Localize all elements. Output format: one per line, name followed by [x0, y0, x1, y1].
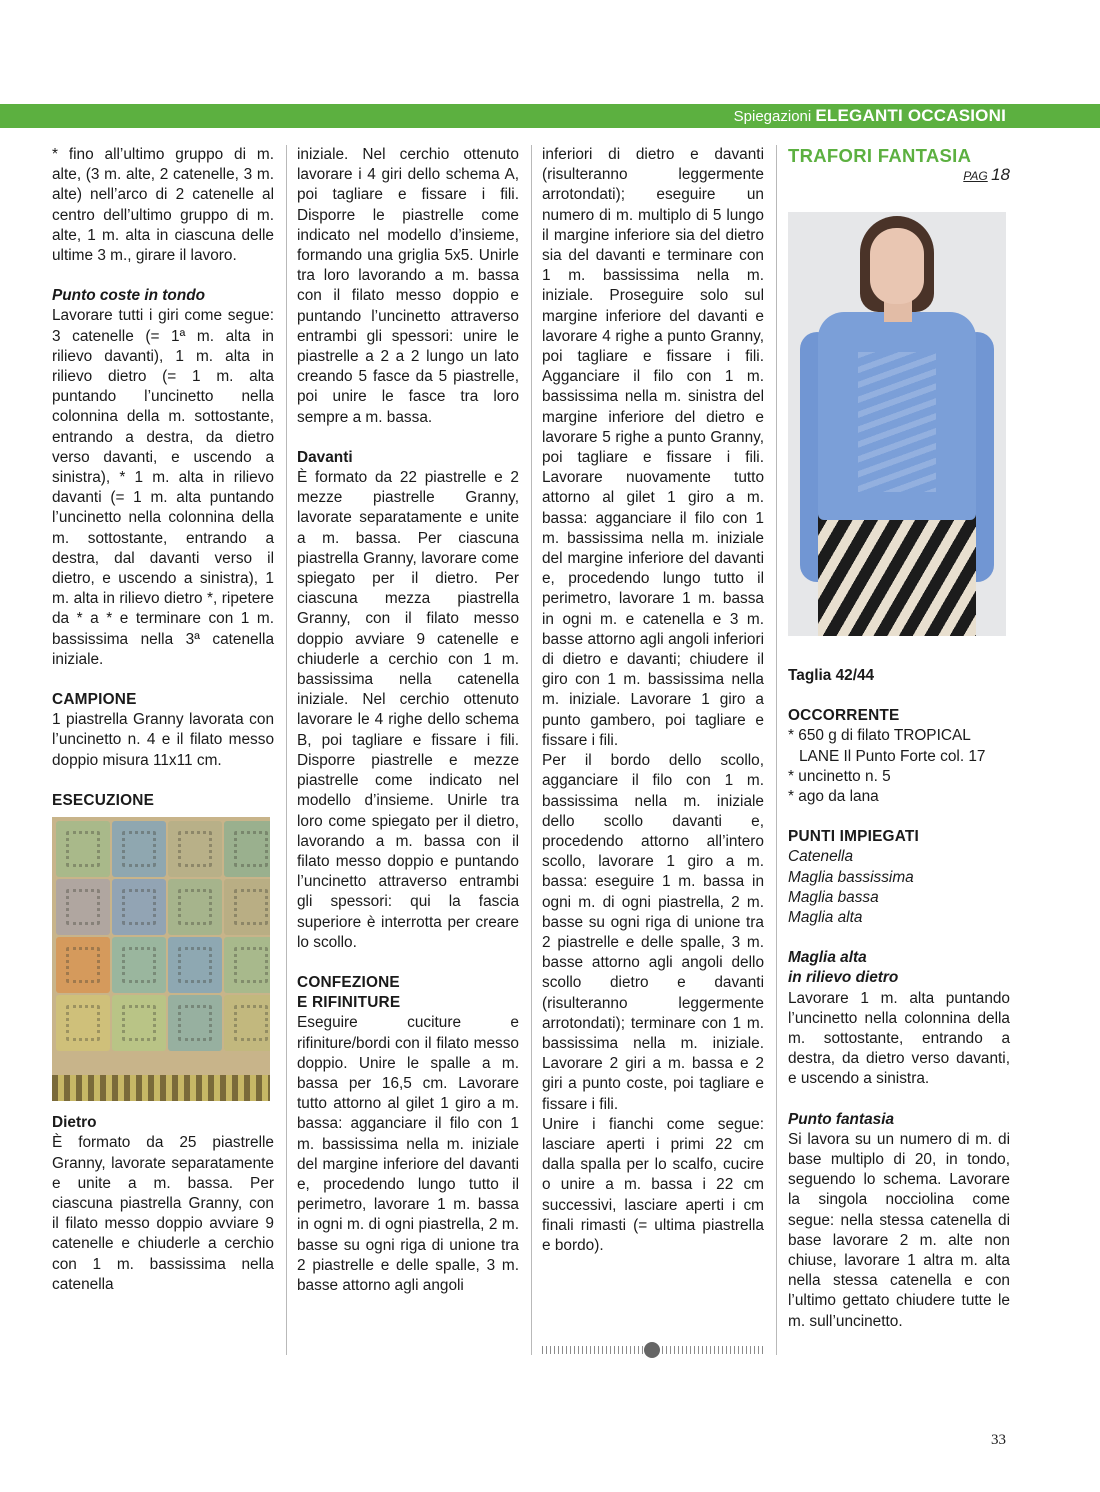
- granny-square: [224, 937, 270, 993]
- granny-square: [56, 937, 110, 993]
- paragraph: Unire i fianchi come segue: lasciare aperti i primi 22 cm dalla spalla per lo scalfo, cucire o unire a m. bassa i 22 cm successivi, lasciare aperti i cm finali rimasti (= ultima piastrella e bordo).: [542, 1115, 764, 1254]
- subheading: E RIFINITURE: [297, 994, 401, 1012]
- granny-square: [224, 821, 270, 877]
- subheading: OCCORRENTE: [788, 707, 900, 725]
- progress-dot: [644, 1342, 660, 1358]
- granny-square: [112, 879, 166, 935]
- paragraph: 1 piastrella Granny lavorata con l’uncinetto n. 4 e il filato messo doppio misura 11x11 cm.: [52, 711, 274, 769]
- page-reference-number: 18: [991, 165, 1010, 184]
- subheading: Punto fantasia: [788, 1110, 895, 1128]
- text-column-1: [52, 145, 274, 1295]
- pattern-title: TRAFORI FANTASIA: [788, 145, 972, 166]
- section-category: Spiegazioni: [733, 108, 816, 125]
- column-divider: [531, 145, 532, 1355]
- model-sweater-photo: [788, 212, 1006, 636]
- paragraph: È formato da 22 piastrelle e 2 mezze piastrelle Granny, lavorate separatamente e unite a m. bassa. Per ciascuna piastrella Granny, lavorare come spiegato per il dietro. Per ciascuna mezza piastrella Granny, con il filato messo doppio avviare 9 catenelle e chiuderle a cerchio con 1 m. bassissima nella catenella iniziale. Nel cerchio ottenuto lavorare le 4 righe dello schema B, poi tagliare e fissare i fili. Disporre piastrelle e mezze piastrelle come indicato nel modello d’insieme. Unirle tra loro come spiegato per il dietro, lavorando a m. bassa con il filato messo doppio e puntando l’uncinetto attraverso entrambi gli spessori: qui la fascia superiore è interrotta per creare lo scollo.: [297, 469, 519, 951]
- paragraph: Lavorare tutti i giri come segue: 3 catenelle (= 1ª m. alta in rilievo davanti), 1 m. alta in rilievo dietro (= 1 m. alta puntando l’uncinetto nella colonnina della m. sottostante, entrando a destra, da dietro verso davanti, e uscendo a sinistra), * 1 m. alta in rilievo davanti (= 1 m. alta puntando l’uncinetto nella colonnina della m. sottostante, entrando a destra, dal davanti verso il dietro, e uscendo a sinistra), 1 m. alta in rilievo dietro *, ripetere da * a * e terminare con 1 m. bassissima nella 3ª catenella iniziale.: [52, 307, 274, 668]
- subheading: in rilievo dietro: [788, 969, 899, 987]
- stitch-item: Catenella: [788, 848, 854, 866]
- stitch-item: Maglia bassa: [788, 888, 879, 906]
- granny-square: [112, 821, 166, 877]
- granny-vest-photo: [52, 817, 270, 1101]
- text-column-3: [542, 145, 764, 1256]
- granny-square: [56, 821, 110, 877]
- subheading: Punto coste in tondo: [52, 287, 206, 305]
- column-divider: [776, 145, 777, 1355]
- granny-square: [112, 937, 166, 993]
- page-reference: [788, 167, 1010, 184]
- section-heading: [734, 105, 1006, 128]
- granny-square: [168, 937, 222, 993]
- granny-square: [168, 821, 222, 877]
- text-column-2: [297, 145, 519, 1296]
- paragraph: Si lavora su un numero di m. di base multiplo di 20, in tondo, seguendo lo schema. Lavorare la singola nocciolina come segue: nella stessa catenella di base lavorare 2 m. alte non chiuse, lavorare 1 altra m. alta nella stessa catenella e con l’ultimo gettato chiudere tutte le m. sull’uncinetto.: [788, 1130, 1010, 1330]
- granny-square: [112, 995, 166, 1051]
- reading-progress-indicator: [542, 1342, 764, 1358]
- column-divider: [286, 145, 287, 1355]
- page-number: 33: [991, 1432, 1006, 1448]
- subheading: PUNTI IMPIEGATI: [788, 828, 919, 846]
- paragraph: Per il bordo dello scollo, agganciare il filo con 1 m. bassissima nella m. iniziale dello scollo davanti e, procedendo attorno all’intero scollo, lavorare 1 giro a m. bassa: eseguire 1 m. bassa in ogni m. di ogni piastrella, 2 m. basse su ogni riga di unione tra 2 piastrelle e delle spalle, 3 m. basse attorno agli angoli dello scollo dietro e davanti (risulteranno leggermente arrotondati); terminare con 1 m. bassissima nella m. iniziale. Lavorare 2 giri a m. bassa e 2 giri a punto coste, poi tagliare e fissare i fili.: [542, 752, 764, 1113]
- size-label: Taglia 42/44: [788, 667, 875, 684]
- stitch-item: Maglia bassissima: [788, 868, 914, 886]
- paragraph: iniziale. Nel cerchio ottenuto lavorare i 4 giri dello schema A, poi tagliare e fissare i fili. Disporre le piastrelle come indicato nel modello d’insieme, formando una griglia 5x5. Unirle tra loro lavorando a m. bassa con il filato messo doppio e puntando l’uncinetto attraverso entrambi gli spessori: unire le piastrelle a 2 a 2 lungo un lato creando 5 fasce da 5 piastrelle, poi unire le fasce tra loro sempre a m. bassa.: [297, 146, 519, 426]
- granny-square: [56, 879, 110, 935]
- page-reference-label: PAG: [963, 169, 988, 183]
- granny-square: [224, 995, 270, 1051]
- paragraph: * fino all’ultimo gruppo di m. alte, (3 m. alte, 2 catenelle, 3 m. alte) nell’arco di 2 catenelle al centro dell’ultimo gruppo di m. alte, 1 m. alta in ciascuna delle ultime 3 m., girare il lavoro.: [52, 146, 274, 265]
- section-header-bar: [0, 104, 1100, 128]
- granny-square: [56, 995, 110, 1051]
- granny-square: [224, 879, 270, 935]
- paragraph: È formato da 25 piastrelle Granny, lavorate separatamente e unite a m. bassa. Per ciascuna piastrella Granny, con il filato messo doppio avviare 9 catenelle e chiuderle a cerchio con 1 m. bassissima nella catenella: [52, 1134, 274, 1293]
- granny-square: [168, 879, 222, 935]
- granny-square: [168, 995, 222, 1051]
- subheading: Maglia alta: [788, 949, 867, 967]
- text-column-4: [788, 145, 1010, 1332]
- stitch-item: Maglia alta: [788, 909, 863, 927]
- subheading: ESECUZIONE: [52, 791, 155, 809]
- materials-item: * ago da lana: [788, 788, 879, 806]
- paragraph: inferiori di dietro e davanti (risulteranno leggermente arrotondati); eseguire un numero di m. multiplo di 5 lungo il margine inferiore sia del dietro sia del davanti e terminare con 1 m. bassissima nella m. iniziale. Proseguire solo sul margine inferiore del davanti e lavorare 4 righe a punto Granny, poi tagliare e fissare i fili. Agganciare il filo con 1 m. bassissima nella m. sinistra del margine inferiore del dietro e lavorare 5 righe a punto Granny, poi tagliare e fissare i fili. Lavorare nuovamente tutto attorno al gilet 1 giro a m. bassa: agganciare il filo con 1 m. bassissima nella m. iniziale del margine inferiore del davanti e, procedendo lungo tutto il perimetro, lavorare 1 m. bassa in ogni m. e catenella e 3 m. basse attorno agli angoli inferiori di dietro e davanti; chiudere il giro con 1 m. bassissima nella m. iniziale. Lavorare 1 giro a punto gambero, poi tagliare e fissare i fili.: [542, 146, 764, 749]
- materials-item: * 650 g di filato TROPICAL LANE Il Punto Forte col. 17: [788, 727, 986, 765]
- subheading: CAMPIONE: [52, 691, 137, 709]
- crochet-border: [52, 1075, 270, 1101]
- subheading: Davanti: [297, 448, 353, 466]
- subheading: Dietro: [52, 1114, 97, 1132]
- materials-item: * uncinetto n. 5: [788, 767, 891, 785]
- subheading: CONFEZIONE: [297, 973, 400, 991]
- section-title: ELEGANTI OCCASIONI: [815, 106, 1006, 125]
- paragraph: Lavorare 1 m. alta puntando l’uncinetto nella colonnina della m. sottostante, entrando a destra, da dietro verso davanti, e uscendo a sinistra.: [788, 989, 1010, 1088]
- paragraph: Eseguire cuciture e rifiniture/bordi con il filato messo doppio. Unire le spalle a m. bassa per 16,5 cm. Lavorare tutto attorno al gilet 1 giro a m. bassa: agganciare il filo con 1 m. bassissima nella m. iniziale del margine inferiore del davanti e, procedendo lungo tutto il perimetro, lavorare 1 m. bassa in ogni m. di ogni piastrella, 2 m. basse su ogni riga di unione tra 2 piastrelle e delle spalle, 3 m. basse attorno agli angoli: [297, 1014, 519, 1294]
